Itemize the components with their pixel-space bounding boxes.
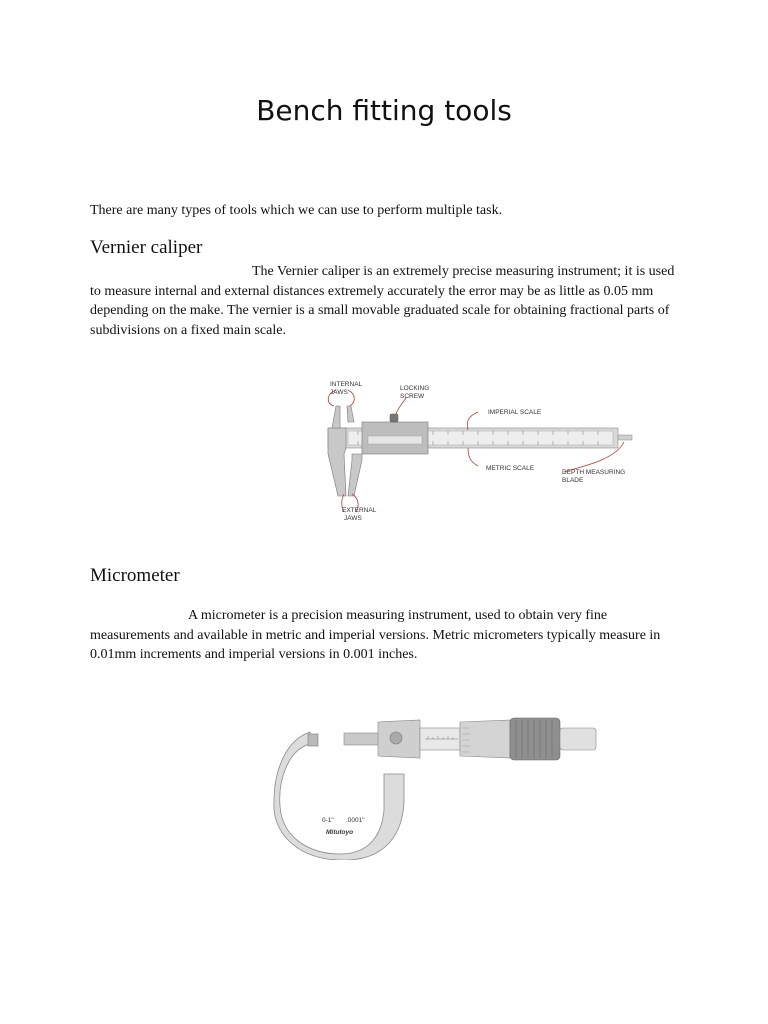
depth-blade-label: DEPTH MEASURING (562, 469, 626, 476)
micrometer-resolution-label: .0001" (346, 817, 365, 824)
vernier-heading: Vernier caliper (90, 237, 203, 258)
micrometer-brand-label: Mitutoyo (326, 829, 354, 836)
metric-scale-label: METRIC SCALE (486, 465, 535, 472)
locking-screw-label: LOCKING (400, 385, 430, 392)
imperial-scale-label: IMPERIAL SCALE (488, 409, 542, 416)
micrometer-paragraph: A micrometer is a precision measuring instrument, used to obtain very fine measurements and available in metric and imperial versions. Metric micrometers typically measure in 0.01mm increments and imperial versions in 0.001 inches. (90, 608, 661, 662)
locking-screw-label-2: SCREW (400, 393, 425, 400)
vernier-caliper-figure (318, 376, 638, 526)
internal-jaws-label-2: JAWS (330, 389, 348, 396)
vernier-paragraph: The Vernier caliper is an extremely precise measuring instrument; it is used to measure internal and external distances extremely accurately the error may be as little as 0.05 mm depending on the make. The vernier is a small movable graduated scale for obtaining fractional parts of subdivisions on a fixed main scale. (90, 264, 675, 338)
external-jaws-label: EXTERNAL (342, 507, 377, 514)
external-jaws-label-2: JAWS (344, 515, 362, 522)
internal-jaws-label: INTERNAL (330, 381, 363, 388)
micrometer-figure (270, 710, 610, 860)
depth-blade-label-2: BLADE (562, 477, 584, 484)
page-title: Bench fitting tools (256, 94, 512, 127)
intro-text: There are many types of tools which we can use to perform multiple task. (90, 203, 503, 218)
micrometer-heading: Micrometer (90, 565, 180, 586)
micrometer-range-label: 0-1" (322, 817, 334, 824)
